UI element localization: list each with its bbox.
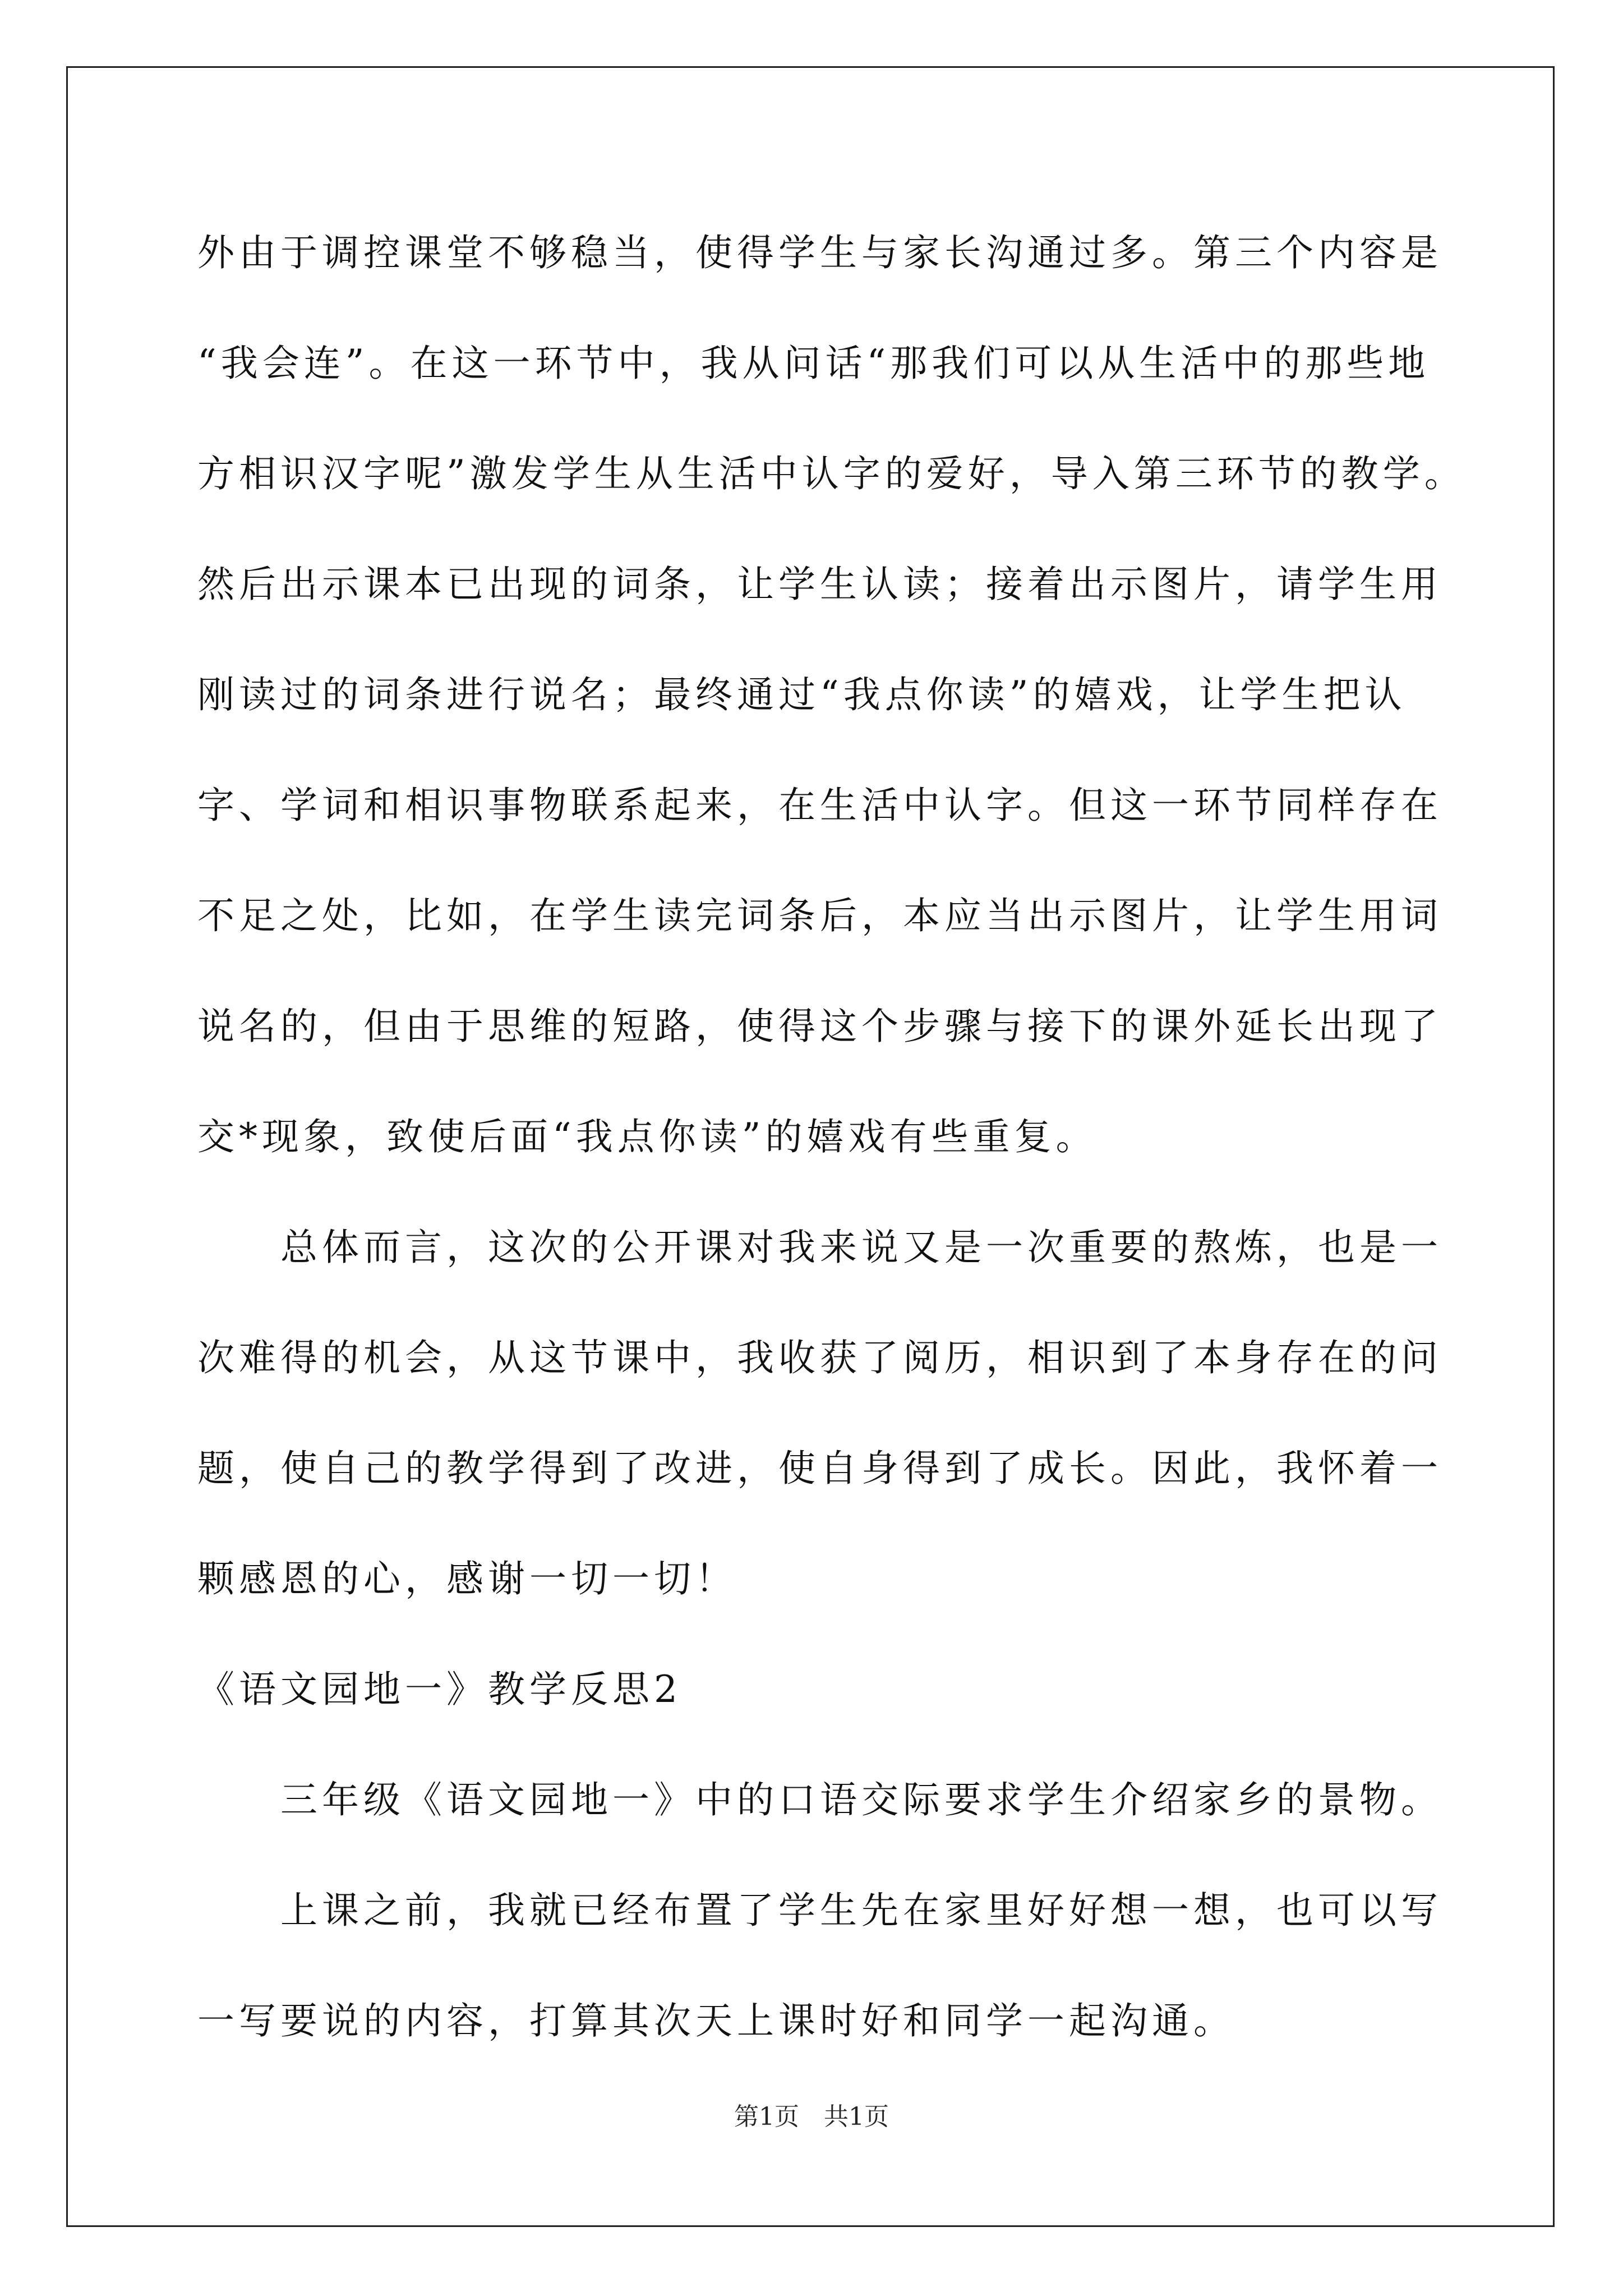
text-line: 然后出示课本已出现的词条，让学生认读；接着出示图片，请学生用 — [197, 563, 1442, 606]
text-line: 交*现象，致使后面“我点你读”的嬉戏有些重复。 — [197, 1115, 1098, 1158]
paragraph-first-line: 三年级《语文园地一》中的口语交际要求学生介绍家乡的景物。 — [280, 1778, 1442, 1821]
text-line: 不足之处，比如，在学生读完词条后，本应当出示图片，让学生用词 — [197, 894, 1442, 937]
paragraph-first-line: 总体而言，这次的公开课对我来说又是一次重要的熬炼，也是一 — [280, 1226, 1442, 1269]
text-line: 刚读过的词条进行说名；最终通过“我点你读”的嬉戏，让学生把认 — [197, 673, 1407, 716]
text-line: 次难得的机会，从这节课中，我收获了阅历，相识到了本身存在的问 — [197, 1336, 1442, 1379]
section-heading: 《语文园地一》教学反思2 — [197, 1668, 682, 1711]
page-footer: 第1页 共1页 — [734, 2102, 889, 2131]
text-line: 题，使自己的教学得到了改进，使自身得到了成长。因此，我怀着一 — [197, 1447, 1442, 1490]
text-line: 方相识汉字呢”激发学生从生活中认字的爱好，导入第三环节的教学。 — [197, 452, 1466, 495]
text-line: 一写要说的内容，打算其次天上课时好和同学一起沟通。 — [197, 1999, 1235, 2042]
text-line: “我会连”。在这一环节中，我从问话“那我们可以从生活中的那些地 — [197, 342, 1430, 385]
text-line: 说名的，但由于思维的短路，使得这个步骤与接下的课外延长出现了 — [197, 1005, 1442, 1048]
text-line: 颗感恩的心，感谢一切一切！ — [197, 1557, 737, 1600]
text-line: 字、学词和相识事物联系起来，在生活中认字。但这一环节同样存在 — [197, 784, 1442, 827]
paragraph-first-line: 上课之前，我就已经布置了学生先在家里好好想一想，也可以写 — [280, 1889, 1442, 1932]
text-line: 外由于调控课堂不够稳当，使得学生与家长沟通过多。第三个内容是 — [197, 231, 1442, 274]
